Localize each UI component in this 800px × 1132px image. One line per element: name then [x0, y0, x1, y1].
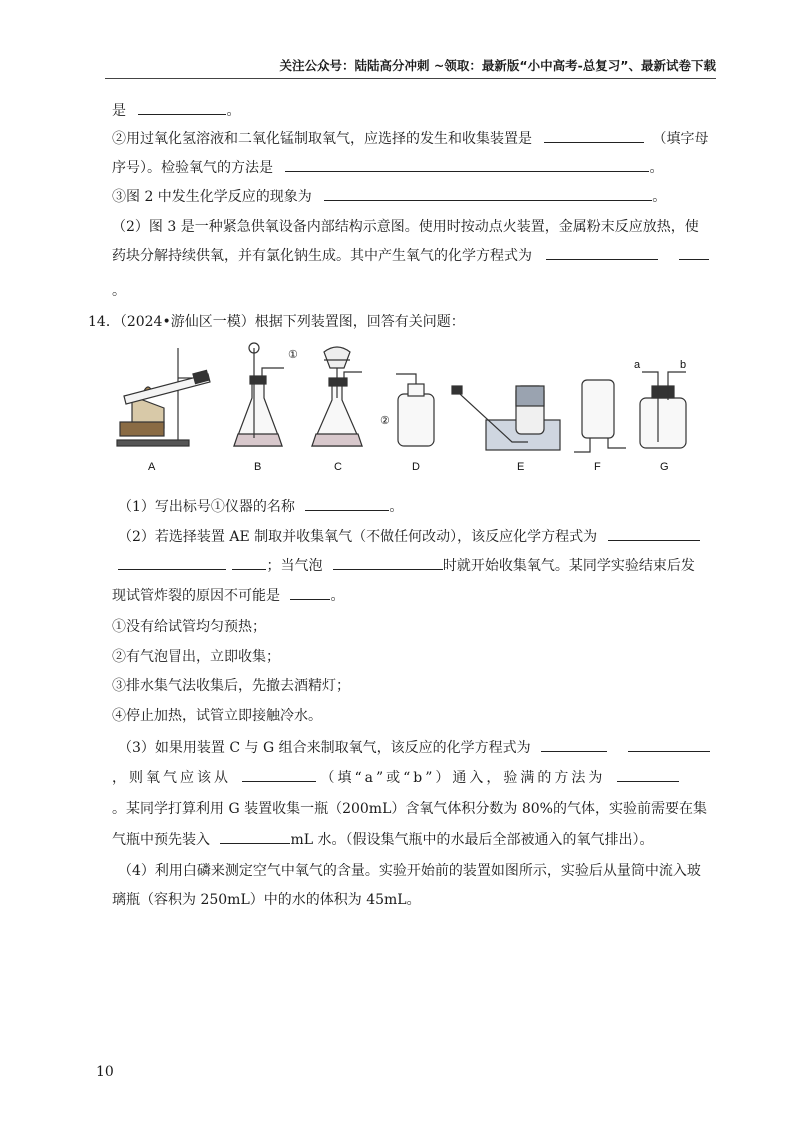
answer-blank[interactable] [628, 739, 710, 752]
page-number: 10 [96, 1064, 114, 1080]
q14-part-4-cont: 璃瓶（容积为 250mL）中的水的体积为 45mL。 [112, 892, 421, 908]
label-e: E [517, 461, 525, 473]
text: （填字母 [652, 131, 709, 147]
option-3: ③排水集气法收集后，先撤去酒精灯； [112, 678, 350, 694]
text: ③图 2 中发生化学反应的现象为 [112, 189, 312, 205]
answer-blank[interactable] [232, 557, 266, 570]
mark-1: ① [288, 349, 298, 361]
text: mL 水。（假设集气瓶中的水最后全部被通入的氧气排出）。 [290, 832, 654, 848]
text: ；当气泡 [266, 558, 323, 574]
apparatus-figure [112, 338, 702, 478]
answer-blank[interactable] [118, 557, 226, 570]
q14-part-1 [118, 496, 403, 516]
label-b: B [254, 461, 262, 473]
port-a-label: a [634, 359, 641, 371]
line-5: （2）图 3 是一种紧急供氧设备内部结构示意图。使用时按动点火装置，金属粉末反应放热，使 [112, 219, 699, 235]
line-2 [112, 128, 708, 148]
answer-blank[interactable] [333, 557, 443, 570]
label-g: G [660, 461, 669, 473]
answer-blank[interactable] [305, 498, 389, 511]
line-1 [112, 100, 240, 120]
answer-blank[interactable] [220, 831, 290, 844]
option-1: ①没有给试管均匀预热； [112, 619, 266, 635]
text: ，则氧气应该从 [112, 770, 231, 786]
text: 。 [652, 189, 667, 205]
answer-blank[interactable] [546, 247, 658, 260]
text: ②用过氧化氢溶液和二氧化锰制取氧气，应选择的发生和收集装置是 [112, 131, 532, 147]
question-14-title: 14．（2024•游仙区一模）根据下列装置图，回答有关问题： [88, 314, 465, 330]
text: （3）如果用装置 C 与 G 组合来制取氧气，该反应的化学方程式为 [118, 740, 531, 756]
page-header: 关注公众号：陆陆高分冲刺 ~领取：最新版“小中高考-总复习”、最新试卷下载 [279, 58, 716, 73]
answer-blank[interactable] [242, 769, 316, 782]
line-6 [112, 245, 709, 265]
answer-blank[interactable] [544, 130, 644, 143]
q14-part-3-line4 [112, 829, 653, 849]
q14-part-3-cont [112, 767, 679, 787]
text: （2）若选择装置 AE 制取并收集氧气（不做任何改动），该反应化学方程式为 [118, 529, 598, 545]
header-rule [105, 78, 716, 79]
answer-blank[interactable] [324, 188, 652, 201]
text: 是 [112, 103, 126, 119]
q14-part-3-line3: 。某同学打算利用 G 装置收集一瓶（200mL）含氧气体积分数为 80%的气体，实验前需要在集 [112, 801, 707, 817]
text: 药块分解持续供氧，并有氯化钠生成。其中产生氧气的化学方程式为 [112, 248, 532, 264]
q14-part-2-cont [118, 555, 695, 575]
text: 。 [330, 588, 345, 604]
q14-part-2 [118, 526, 700, 546]
answer-blank[interactable] [285, 159, 649, 172]
stand-base [117, 440, 189, 446]
text: 。 [226, 103, 241, 119]
label-d: D [412, 461, 420, 473]
answer-blank[interactable] [541, 739, 607, 752]
q14-part-3 [118, 737, 710, 757]
text: 气瓶中预先装入 [112, 832, 210, 848]
option-2: ②有气泡冒出，立即收集； [112, 649, 280, 665]
port-b-label: b [680, 359, 687, 371]
q14-part-2-line3 [112, 585, 344, 605]
text: 。 [649, 160, 664, 176]
line-7: 。 [112, 283, 126, 299]
mark-2: ② [380, 415, 390, 427]
text: 时就开始收集氧气。某同学实验结束后发 [442, 558, 695, 574]
apparatus-diagram [112, 338, 702, 478]
label-f: F [594, 461, 601, 473]
label-a: A [148, 461, 156, 473]
q14-part-4: （4）利用白磷来测定空气中氧气的含量。实验开始前的装置如图所示，实验后从量筒中流入玻 [118, 863, 701, 879]
text: 序号）。检验氧气的方法是 [112, 160, 273, 176]
answer-blank[interactable] [608, 528, 700, 541]
answer-blank[interactable] [138, 102, 226, 115]
label-c: C [334, 461, 342, 473]
line-3 [112, 157, 663, 177]
line-4 [112, 186, 666, 206]
text: （1）写出标号①仪器的名称 [118, 499, 295, 515]
answer-blank[interactable] [290, 587, 330, 600]
option-4: ④停止加热，试管立即接触冷水。 [112, 708, 322, 724]
answer-blank[interactable] [679, 247, 709, 260]
answer-blank[interactable] [617, 769, 679, 782]
text: 。 [389, 499, 404, 515]
text: 现试管炸裂的原因不可能是 [112, 588, 280, 604]
text: （填“a”或“b”）通入，验满的方法为 [320, 770, 606, 786]
